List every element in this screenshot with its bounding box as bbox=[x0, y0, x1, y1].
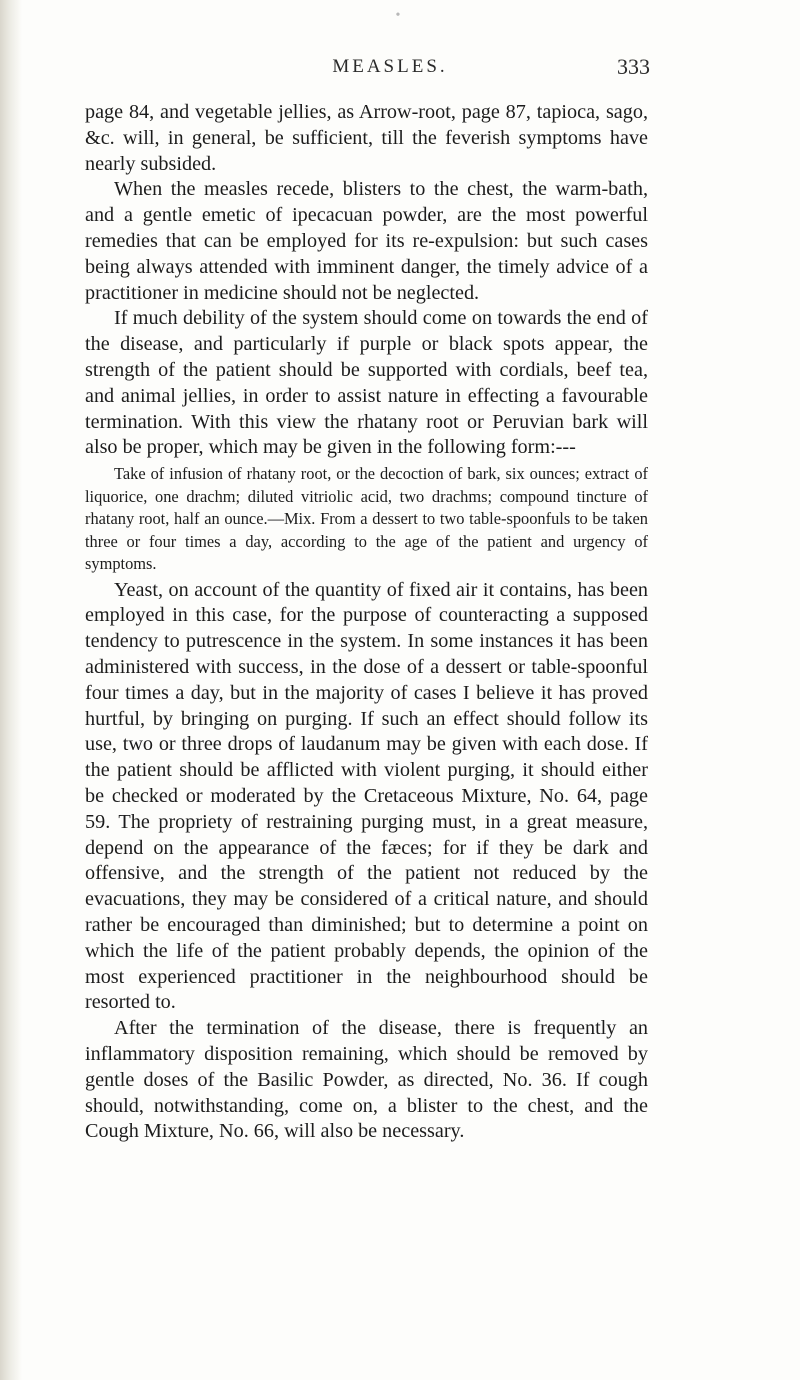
top-ink-mark: • bbox=[395, 8, 401, 23]
paragraph-after-termination: After the termination of the disease, there is frequently an inflammatory disposition remaining, which should be removed by gentle doses of the Basilic Powder, as directed, No. 36. If cough should, notwithstanding, come on, a blister to the chest, and the Cough Mixture, No. 66, will also be necessary. bbox=[85, 1017, 648, 1143]
paragraph-measles-recede: When the measles recede, blisters to the chest, the warm-bath, and a gentle emetic of ipecacuan powder, are the most powerful remedies that can be employed for its re-expulsion: but such cases being always attended with imminent danger, the timely advice of a practitioner in medicine should not be neglected. bbox=[85, 178, 648, 304]
running-title: MEASLES. bbox=[332, 56, 448, 77]
paragraph-debility: If much debility of the system should come on towards the end of the disease, and particularly if purple or black spots appear, the strength of the patient should be supported with cordials, beef tea, and animal jellies, in order to assist nature in effecting a favourable termination. With this view the rhatany root or Peruvian bark will also be proper, which may be given in the following form:--- bbox=[85, 307, 648, 459]
page-number: 333 bbox=[617, 54, 650, 79]
paragraph-yeast: Yeast, on account of the quantity of fixed air it contains, has been employed in this case, for the purpose of counteracting a supposed tendency to putrescence in the system. In some instances it has been administered with success, in the dose of a dessert or table-spoonful four times a day, but in the majority of cases I believe it has proved hurtful, by bringing on purging. If such an effect should follow its use, two or three drops of laudanum may be given with each dose. If the patient should be afflicted with violent purging, it should either be checked or moderated by the Cretaceous Mixture, No. 64, page 59. The propriety of restraining purging must, in a great measure, depend on the appearance of the fæces; for if they be dark and offensive, and the strength of the patient not reduced by the evacuations, they may be considered of a critical nature, and should rather be encouraged than diminished; but to determine a point on which the life of the patient probably depends, the opinion of the most experienced practitioner in the neighbourhood should be resorted to. bbox=[85, 578, 648, 1014]
recipe-prescription: Take of infusion of rhatany root, or the decoction of bark, six ounces; extract of liquorice, one drachm; diluted vitriolic acid, two drachms; compound tincture of rhatany root, half an ounce.—Mix. From a dessert to two table-spoonfuls to be taken three or four times a day, according to the age of the patient and urgency of symptoms. bbox=[85, 464, 648, 574]
paragraph-continuation: page 84, and vegetable jellies, as Arrow-root, page 87, tapioca, sago, &c. will, in general, be sufficient, till the feverish symptoms have nearly subsided. bbox=[85, 101, 648, 175]
page-gutter-shadow bbox=[0, 0, 22, 1380]
body-text bbox=[85, 100, 648, 1145]
